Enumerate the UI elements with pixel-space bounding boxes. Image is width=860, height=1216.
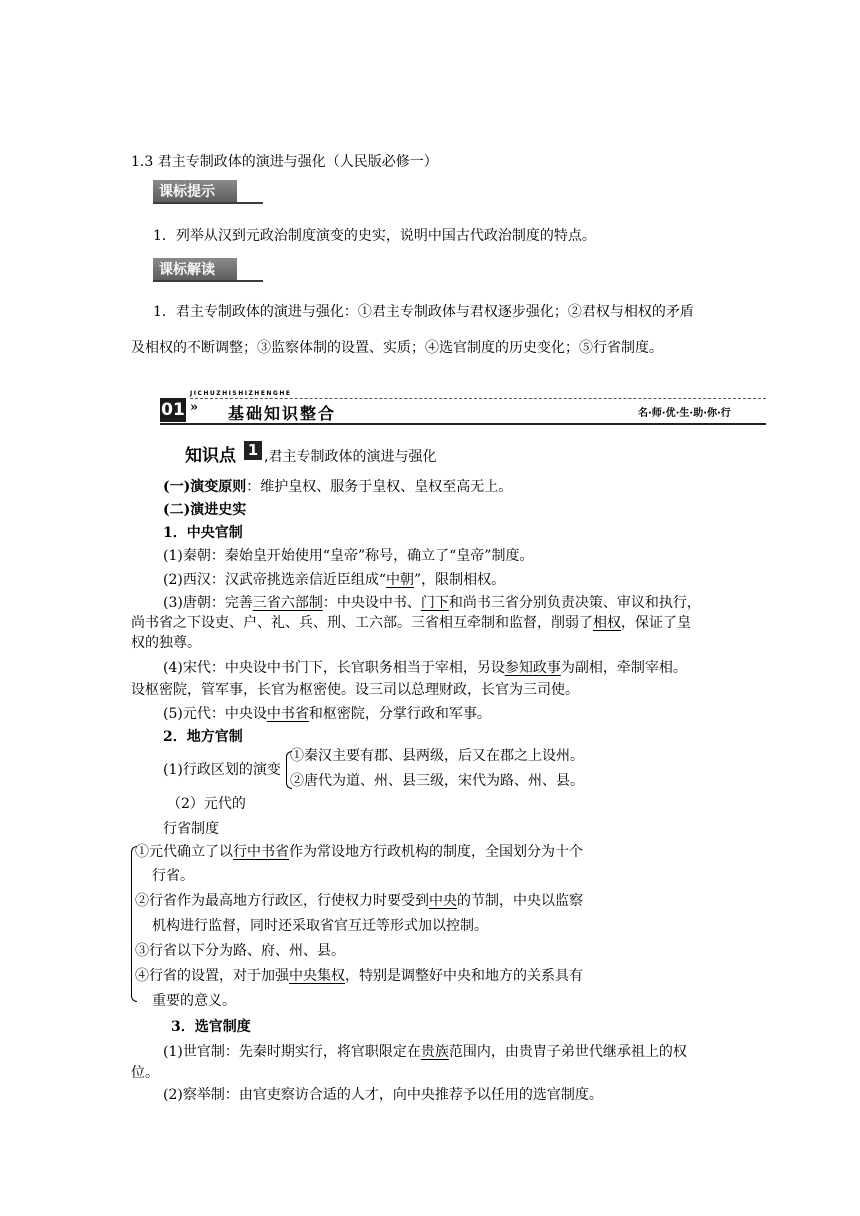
curriculum-interpretation-tag: 课标解读 [153, 258, 237, 282]
section-title: 基础知识整合 [228, 404, 337, 423]
curriculum-hint-text: 1．列举从汉到元政治制度演变的史实，说明中国古代政治制度的特点。 [153, 228, 596, 244]
section-number-box: 01 [161, 400, 185, 420]
tag-underline [153, 280, 263, 282]
principle-label: (一)演变原则 [163, 479, 247, 495]
text: 作为常设地方行政机构的制度，全国划分为十个 [289, 844, 583, 860]
tang-line-2 [131, 613, 691, 633]
qin-line: (1)秦朝：秦始皇开始使用“皇帝”称号，确立了“皇帝”制度。 [163, 548, 534, 564]
blank-answer: 贵族 [420, 1044, 449, 1060]
text: ”，限制相权。 [414, 572, 506, 588]
principle-text: ：维护皇权、服务于皇权、皇权至高无上。 [246, 479, 513, 495]
song-line-2: 设枢密院，管军事，长官为枢密使。设三司以总理财政，长官为三司使。 [131, 682, 579, 698]
text: 和枢密院，分掌行政和军事。 [308, 706, 491, 722]
province-item-2-cont: 机构进行监督，同时还采取省官互迁等形式加以控制。 [152, 918, 488, 934]
blank-answer: 中书省 [266, 706, 309, 722]
province-item-2 [135, 891, 583, 911]
text: (3)唐朝：完善 [163, 595, 253, 611]
text: 范围内，由贵胄子弟世代继承祖上的权 [448, 1044, 687, 1060]
text: ，特别是调整好中央和地方的关系具有 [345, 968, 583, 984]
text: 的节制，中央以监察 [457, 893, 583, 909]
chevron-icon: » [190, 400, 199, 415]
blank-answer: 中央 [429, 893, 457, 909]
principle-line [163, 477, 512, 497]
yuan-province-label-1: （2）元代的 [167, 796, 246, 812]
admin-division-label: (1)行政区划的演变 [163, 762, 281, 778]
blank-answer: 中朝 [386, 572, 414, 588]
heading-local-system: 2．地方官制 [163, 729, 243, 745]
heading-selection-system: 3．选官制度 [171, 1019, 251, 1035]
text: ④行省的设置，对于加强 [135, 968, 289, 984]
yuan-province-label-2: 行省制度 [163, 821, 219, 837]
section-pinyin: JICHUZHISHIZHENGHE [190, 390, 292, 397]
heading-central-system: 1．中央官制 [163, 525, 243, 541]
blank-answer: 三省六部制 [252, 595, 323, 611]
document-title: 1.3 君主专制政体的演进与强化（人民版必修一） [131, 154, 438, 170]
text: (2)西汉：汉武帝挑选亲信近臣组成“ [163, 572, 386, 588]
blank-answer: 相权 [593, 615, 621, 631]
tag-underline [153, 202, 263, 204]
admin-item-1: ①秦汉主要有郡、县两级，后又在郡之上设州。 [290, 748, 584, 764]
text: ，保证了皇 [621, 615, 691, 631]
history-facts-label: (二)演进史实 [163, 502, 247, 518]
province-item-4 [135, 966, 583, 986]
blank-answer: 中央集权 [289, 968, 345, 984]
text: 为副相，牵制宰相。 [560, 660, 687, 676]
knowledge-point-number: 1 [244, 441, 262, 460]
text: ②行省作为最高地方行政区，行使权力时要受到 [135, 893, 429, 909]
song-line-1 [163, 658, 687, 678]
shiguan-line-1 [163, 1042, 687, 1062]
province-item-1-cont: 行省。 [152, 868, 194, 884]
text: 和尚书三省分别负责决策、审议和执行， [448, 595, 701, 611]
section-slogan: 名·师·优·生·助·你·行 [638, 408, 731, 419]
shiguan-line-2: 位。 [131, 1065, 159, 1081]
han-line [163, 570, 505, 590]
section-dashed-rule [190, 398, 766, 399]
text: ：中央设中书、 [322, 595, 421, 611]
section-rule [160, 423, 766, 425]
province-item-3: ③行省以下分为路、府、州、县。 [135, 943, 345, 959]
admin-item-2: ②唐代为道、州、县三级，宋代为路、州、县。 [290, 773, 584, 789]
blank-answer: 行中书省 [233, 844, 289, 860]
text: ①元代确立了以 [135, 844, 233, 860]
chaju-line: (2)察举制：由官吏察访合适的人才，向中央推荐予以任用的选官制度。 [163, 1087, 603, 1103]
tang-line-1 [163, 593, 701, 613]
curriculum-hint-tag: 课标提示 [153, 180, 237, 204]
text: 尚书省之下设吏、户、礼、兵、刑、工六部。三省相互牵制和监督，削弱了 [131, 615, 593, 631]
interpretation-line-2: 及相权的不断调整；③监察体制的设置、实质；④选官制度的历史变化；⑤行省制度。 [131, 340, 663, 356]
blank-answer: 门下 [420, 595, 449, 611]
interpretation-line-1: 1．君主专制政体的演进与强化：①君主专制政体与君权逐步强化；②君权与相权的矛盾 [153, 304, 694, 320]
yuan-line [163, 704, 491, 724]
text: (5)元代：中央设 [163, 706, 267, 722]
province-item-4-cont: 重要的意义。 [152, 993, 236, 1009]
knowledge-point-title: ,君主专制政体的演进与强化 [264, 449, 437, 465]
text: (4)宋代：中央设中书门下，长官职务相当于宰相，另设 [163, 660, 505, 676]
knowledge-point-label: 知识点 [185, 446, 236, 466]
tang-line-3: 权的独尊。 [131, 635, 201, 651]
blank-answer: 参知政事 [504, 660, 561, 676]
province-item-1 [135, 842, 583, 862]
text: (1)世官制：先秦时期实行，将官职限定在 [163, 1044, 421, 1060]
